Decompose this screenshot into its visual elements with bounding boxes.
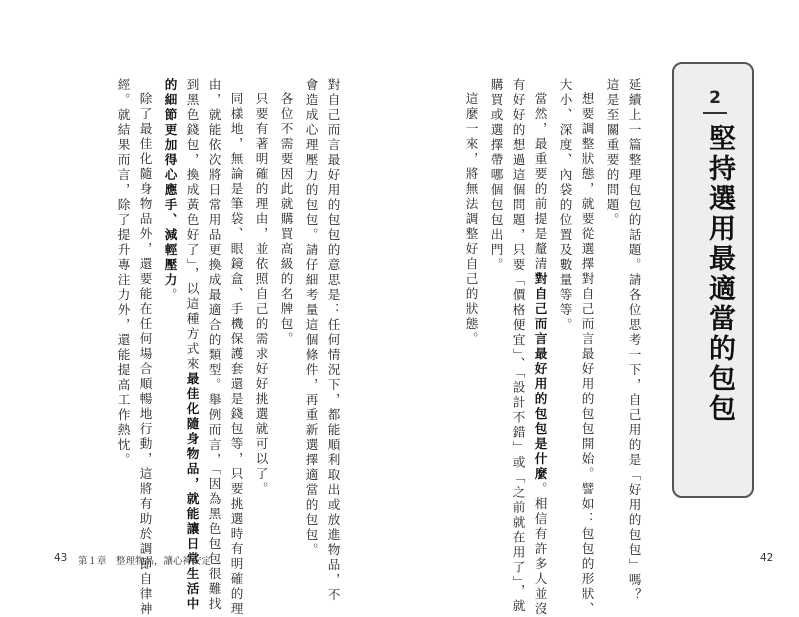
text-segment: 。 <box>162 288 178 303</box>
text-column <box>464 92 477 347</box>
text-column <box>304 78 317 558</box>
text-column <box>580 92 593 617</box>
text-column <box>489 78 502 273</box>
text-segment: 這是至關重要的問題。 <box>604 78 620 228</box>
text-segment: 會造成心理壓力的包包。請仔細考量這個條件，再重新選擇適當的包包。 <box>303 78 319 558</box>
text-column <box>627 78 640 603</box>
text-segment: 當然，最重要的前提是釐清 <box>532 92 548 272</box>
text-column <box>558 78 571 333</box>
text-segment: 想要調整狀態，就要從選擇對自己而言最好用的包包開始。譬如：包包的形狀、 <box>579 92 595 617</box>
text-column <box>533 92 546 617</box>
chapter-title: 堅持選用最適當的包包 <box>704 124 735 424</box>
text-column <box>511 78 524 614</box>
running-head: 第１章 整理物品，讓心神安定 <box>78 556 212 567</box>
text-column <box>185 78 198 612</box>
text-segment: 購買或選擇帶哪個包包出門。 <box>488 78 504 273</box>
bold-text-segment: 的細節更加得心應手、減輕壓力 <box>162 78 178 288</box>
text-column <box>605 78 618 228</box>
text-segment: 對自己而言最好用的包包的意思是：任何情況下，都能順利取出或放進物品，不 <box>325 78 341 603</box>
text-segment: 經。就結果而言，除了提升專注力外，還能提高工作熱忱。 <box>115 78 131 468</box>
text-segment: 到黑色錢包，換成黃色好了」，以這種方式來 <box>184 78 200 372</box>
text-segment: 只要有著明確的理由，並依照自己的需求好好挑選就可以了。 <box>253 92 269 497</box>
bold-text-segment: 對自己而言最好用的包包是什麼 <box>532 272 548 482</box>
chapter-number-underline <box>703 112 727 114</box>
text-segment: 由，就能依次將日常用品更換成最適合的類型。舉例而言，「因為黑色包包很難找 <box>206 78 222 612</box>
bold-text-segment: 最佳化隨身物品，就能讓日常生活中 <box>184 371 200 612</box>
text-column <box>229 92 242 617</box>
page-number-right: 42 <box>760 552 774 564</box>
text-segment: 除了最佳化隨身物品外，還要能在任何場合順暢地行動，這將有助於調節自律神 <box>137 92 153 617</box>
text-segment: 各位不需要因此就購買高級的名牌包。 <box>278 92 294 347</box>
text-segment: 大小、深度、內袋的位置及數量等等。 <box>557 78 573 333</box>
text-column <box>326 78 339 603</box>
text-column <box>207 78 220 612</box>
text-column <box>116 78 129 468</box>
text-segment: 。相信有許多人並沒 <box>532 482 548 617</box>
text-segment: 有好好的想過這個問題，只要「價格便宜」、「設計不錯」或「之前就在用了」，就 <box>510 78 526 615</box>
text-column <box>163 78 176 303</box>
text-segment: 同樣地，無論是筆袋、眼鏡盒、手機保護套還是錢包等，只要挑選時有明確的理 <box>228 92 244 617</box>
text-segment: 這麼一來，將無法調整好自己的狀態。 <box>463 92 479 347</box>
page-number-left: 43 <box>54 552 68 564</box>
text-column <box>254 92 267 497</box>
text-column <box>279 92 292 347</box>
text-segment: 延續上一篇整理包包的話題。請各位思考一下，自己用的是「好用的包包」嗎？ <box>626 78 642 603</box>
chapter-number: 2 <box>709 88 721 108</box>
text-column <box>138 92 151 617</box>
